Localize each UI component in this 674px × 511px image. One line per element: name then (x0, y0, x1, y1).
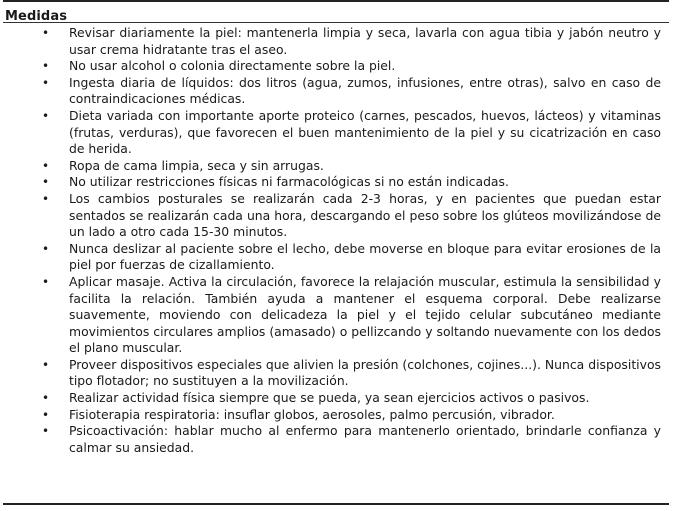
bullet-icon: • (42, 424, 50, 439)
measures-list (3, 23, 669, 456)
bullet-icon: • (42, 274, 50, 289)
list-item-text: Proveer dispositivos especiales que alivien la presión (colchones, cojines...). Nunca dispositivos tipo flotador; no sustituyen a la movilización. (69, 356, 661, 389)
list-item (3, 75, 669, 108)
bullet-icon: • (42, 158, 50, 173)
bullet-icon: • (42, 407, 50, 422)
bullet-icon: • (42, 391, 50, 406)
list-item (3, 191, 669, 241)
list-item (3, 58, 669, 75)
list-item (3, 25, 669, 58)
bullet-icon: • (42, 357, 50, 372)
list-item-text: Ropa de cama limpia, seca y sin arrugas. (69, 157, 324, 173)
table-header (3, 2, 669, 23)
list-item (3, 357, 669, 390)
list-item (3, 108, 669, 158)
list-item-text: Revisar diariamente la piel: mantenerla limpia y seca, lavarla con agua tibia y jabón neutro y usar crema hidratante tras el aseo. (69, 25, 661, 57)
bullet-icon: • (42, 75, 50, 90)
list-item (3, 174, 669, 191)
list-item-text: Ingesta diaria de líquidos: dos litros (agua, zumos, infusiones, entre otras), salvo en caso de contraindicaciones médicas. (69, 74, 661, 107)
list-item-text: Realizar actividad física siempre que se pueda, ya sean ejercicios activos o pasivos. (69, 390, 590, 406)
list-item-text: Aplicar masaje. Activa la circulación, favorece la relajación muscular, estimula la sensibilidad y facilita la relación. También ayuda a mantener el esquema corporal. Debe realizarse suavemente, moviendo con delicadeza la piel y el tejido celular subcutáneo mediante movimientos circulares amplios (amasado) o pellizcando y soltando nuevamente con los dedos el plano muscular. (69, 273, 661, 356)
list-item (3, 390, 669, 407)
list-item-text: Fisioterapia respiratoria: insuflar globos, aerosoles, palmo percusión, vibrador. (69, 406, 555, 422)
bullet-icon: • (42, 175, 50, 190)
list-item (3, 423, 669, 456)
bullet-icon: • (42, 191, 50, 206)
measures-table (3, 0, 669, 505)
list-item (3, 241, 669, 274)
bullet-icon: • (42, 26, 50, 40)
list-item-text: No utilizar restricciones físicas ni farmacológicas si no están indicadas. (69, 174, 509, 190)
list-item-text: Los cambios posturales se realizarán cada 2-3 horas, y en pacientes que puedan estar sentados se realizarán cada una hora, descargando el peso sobre los glúteos movilizándose de un lado a otro cada 15-30 minutos. (69, 190, 661, 240)
list-item-text: Dieta variada con importante aporte proteico (carnes, pescados, huevos, lácteos) y vitaminas (frutas, verduras), que favorecen el buen mantenimiento de la piel y su cicatrización en caso de herida. (69, 107, 661, 157)
list-item (3, 274, 669, 357)
list-item-text: Nunca deslizar al paciente sobre el lecho, debe moverse en bloque para evitar erosiones de la piel por fuerzas de cizallamiento. (69, 240, 661, 273)
bullet-icon: • (42, 241, 50, 256)
list-item-text: Psicoactivación: hablar mucho al enfermo para mantenerlo orientado, brindarle confianza y calmar su ansiedad. (69, 423, 661, 455)
list-item-text: No usar alcohol o colonia directamente sobre la piel. (69, 58, 396, 74)
table-header-title: Medidas (5, 9, 68, 24)
bullet-icon: • (42, 59, 50, 74)
list-item (3, 407, 669, 424)
bullet-icon: • (42, 108, 50, 123)
list-item (3, 158, 669, 175)
